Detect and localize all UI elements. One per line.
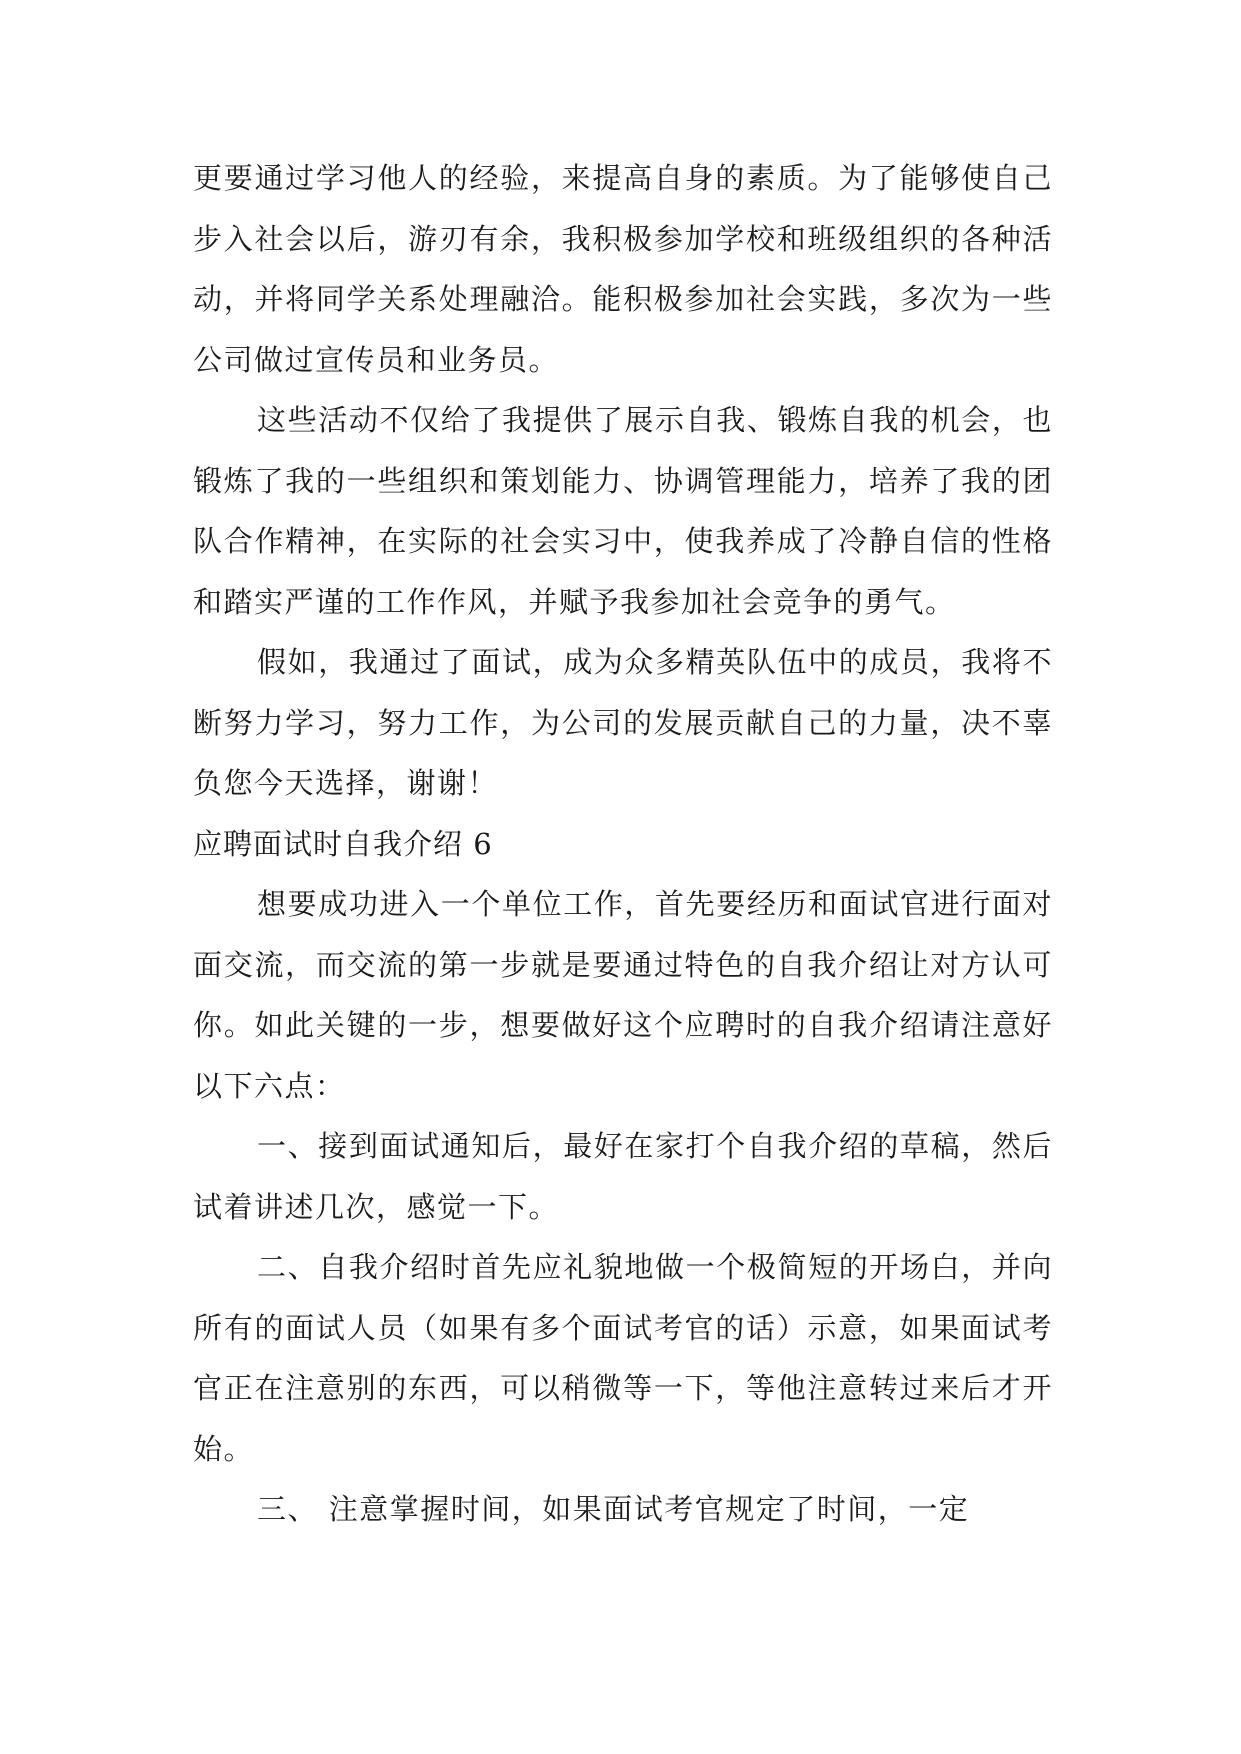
paragraph: 这些活动不仅给了我提供了展示自我、锻炼自我的机会，也锻炼了我的一些组织和策划能力、协调管理能力，培养了我的团队合作精神，在实际的社会实习中，使我养成了冷静自信的性格和踏实严谨的工作作风，并赋予我参加社会竞争的勇气。	[193, 403, 1053, 619]
paragraph: 更要通过学习他人的经验，来提高自身的素质。为了能够使自己步入社会以后，游刃有余，我积极参加学校和班级组织的各种活动，并将同学关系处理融洽。能积极参加社会实践，多次为一些公司做过宣传员和业务员。	[193, 161, 1053, 377]
paragraph: 三、 注意掌握时间，如果面试考官规定了时间，一定	[257, 1492, 970, 1526]
document-page	[193, 148, 1053, 1540]
section-title: 应聘面试时自我介绍 6	[193, 826, 493, 861]
paragraph: 假如，我通过了面试，成为众多精英队伍中的成员，我将不断努力学习，努力工作，为公司的发展贡献自己的力量，决不辜负您今天选择，谢谢！	[193, 645, 1053, 800]
paragraph: 二、自我介绍时首先应礼貌地做一个极简短的开场白，并向所有的面试人员（如果有多个面试考官的话）示意，如果面试考官正在注意别的东西，可以稍微等一下，等他注意转过来后才开始。	[193, 1250, 1053, 1466]
paragraph: 想要成功进入一个单位工作，首先要经历和面试官进行面对面交流，而交流的第一步就是要通过特色的自我介绍让对方认可你。如此关键的一步，想要做好这个应聘时的自我介绍请注意好以下六点：	[193, 887, 1053, 1103]
paragraph: 一、接到面试通知后，最好在家打个自我介绍的草稿，然后试着讲述几次，感觉一下。	[193, 1129, 1053, 1224]
